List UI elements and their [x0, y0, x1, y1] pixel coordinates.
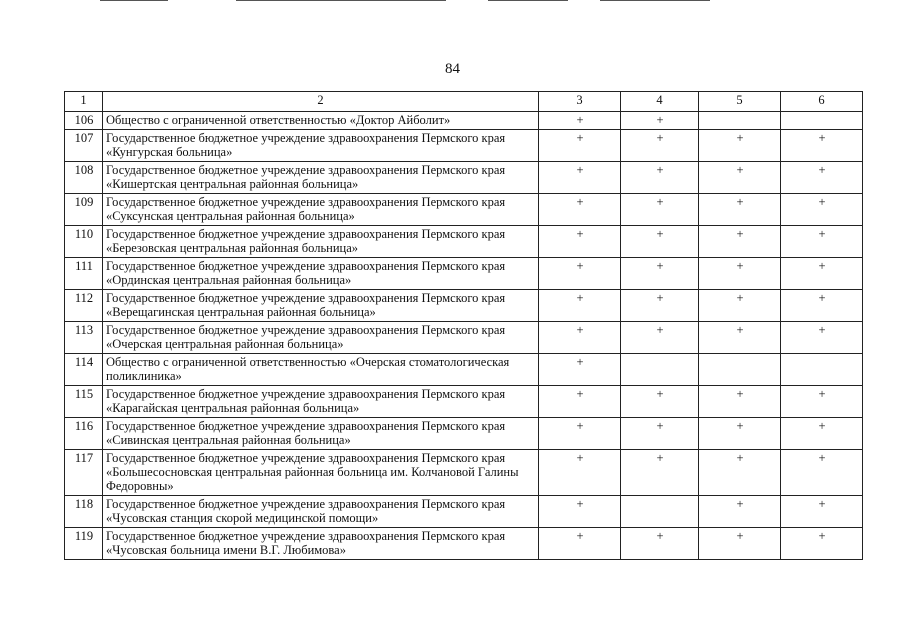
mark-cell-c6: + — [781, 496, 863, 528]
organization-name-line: Государственное бюджетное учреждение здравоохранения Пермского края — [106, 529, 506, 543]
organization-name-line: Государственное бюджетное учреждение здравоохранения Пермского края — [106, 227, 506, 241]
mark-cell-c6: + — [781, 322, 863, 354]
mark-cell-c6: + — [781, 418, 863, 450]
organization-name-line: Государственное бюджетное учреждение здравоохранения Пермского края — [106, 131, 506, 145]
mark-cell-c5 — [699, 354, 781, 386]
top-rule — [600, 0, 710, 1]
table-row — [65, 162, 863, 194]
organization-name-line: Государственное бюджетное учреждение здравоохранения Пермского края — [106, 195, 506, 209]
page-number: 84 — [445, 61, 460, 77]
mark-cell-c6: + — [781, 290, 863, 322]
row-number: 112 — [65, 290, 103, 322]
table-body — [65, 112, 863, 560]
organization-name-line: «Березовская центральная районная больница» — [106, 241, 359, 255]
table-row — [65, 418, 863, 450]
row-number: 118 — [65, 496, 103, 528]
organization-name-line: Государственное бюджетное учреждение здравоохранения Пермского края — [106, 291, 506, 305]
mark-cell-c5: + — [699, 528, 781, 560]
mark-cell-c3: + — [539, 322, 621, 354]
organization-name-line: «Карагайская центральная районная больница» — [106, 401, 360, 415]
mark-cell-c4: + — [621, 112, 699, 130]
mark-cell-c4 — [621, 496, 699, 528]
mark-cell-c4: + — [621, 322, 699, 354]
row-number: 106 — [65, 112, 103, 130]
organization-name-line: Государственное бюджетное учреждение здравоохранения Пермского края — [106, 451, 506, 465]
organization-name-line: «Ординская центральная районная больница» — [106, 273, 352, 287]
organization-name — [103, 290, 539, 322]
organization-name-line: Общество с ограниченной ответственностью «Доктор Айболит» — [106, 113, 451, 127]
mark-cell-c3: + — [539, 528, 621, 560]
mark-cell-c6 — [781, 354, 863, 386]
organization-name — [103, 528, 539, 560]
organization-name-line: Государственное бюджетное учреждение здравоохранения Пермского края — [106, 323, 506, 337]
top-rule — [100, 0, 168, 1]
mark-cell-c4: + — [621, 194, 699, 226]
organization-name-line: поликлиника» — [106, 369, 182, 383]
organization-name — [103, 226, 539, 258]
table-row — [65, 496, 863, 528]
table-row — [65, 450, 863, 496]
mark-cell-c5: + — [699, 194, 781, 226]
organization-name-line: «Сивинская центральная районная больница» — [106, 433, 351, 447]
mark-cell-c6: + — [781, 386, 863, 418]
mark-cell-c5: + — [699, 386, 781, 418]
mark-cell-c5 — [699, 112, 781, 130]
mark-cell-c5: + — [699, 226, 781, 258]
mark-cell-c6: + — [781, 130, 863, 162]
mark-cell-c5: + — [699, 130, 781, 162]
organization-name — [103, 162, 539, 194]
mark-cell-c5: + — [699, 290, 781, 322]
organization-name — [103, 450, 539, 496]
mark-cell-c5: + — [699, 322, 781, 354]
column-header: 4 — [621, 92, 699, 112]
mark-cell-c6 — [781, 112, 863, 130]
organization-name-line: «Кунгурская больница» — [106, 145, 233, 159]
mark-cell-c4: + — [621, 226, 699, 258]
organization-name-line: «Большесосновская центральная районная больница им. Колчановой Галины — [106, 465, 519, 479]
mark-cell-c4: + — [621, 450, 699, 496]
mark-cell-c6: + — [781, 258, 863, 290]
row-number: 117 — [65, 450, 103, 496]
row-number: 109 — [65, 194, 103, 226]
row-number: 115 — [65, 386, 103, 418]
column-header: 5 — [699, 92, 781, 112]
column-header: 3 — [539, 92, 621, 112]
mark-cell-c5: + — [699, 450, 781, 496]
top-rule — [488, 0, 568, 1]
organization-name-line: «Очерская центральная районная больница» — [106, 337, 344, 351]
mark-cell-c5: + — [699, 418, 781, 450]
organization-name-line: «Суксунская центральная районная больница» — [106, 209, 355, 223]
organization-name-line: Государственное бюджетное учреждение здравоохранения Пермского края — [106, 387, 506, 401]
organization-name-line: «Кишертская центральная районная больница» — [106, 177, 359, 191]
row-number: 111 — [65, 258, 103, 290]
row-number: 108 — [65, 162, 103, 194]
organization-name-line: Государственное бюджетное учреждение здравоохранения Пермского края — [106, 497, 506, 511]
organization-name — [103, 130, 539, 162]
organization-name — [103, 496, 539, 528]
mark-cell-c4: + — [621, 290, 699, 322]
organization-name — [103, 418, 539, 450]
row-number: 119 — [65, 528, 103, 560]
row-number: 107 — [65, 130, 103, 162]
mark-cell-c4 — [621, 354, 699, 386]
mark-cell-c6: + — [781, 528, 863, 560]
table-row — [65, 194, 863, 226]
organization-name-line: «Верещагинская центральная районная больница» — [106, 305, 376, 319]
organization-name — [103, 258, 539, 290]
mark-cell-c3: + — [539, 354, 621, 386]
top-rule — [236, 0, 446, 1]
organization-name-line: «Чусовская больница имени В.Г. Любимова» — [106, 543, 346, 557]
mark-cell-c3: + — [539, 226, 621, 258]
mark-cell-c4: + — [621, 258, 699, 290]
mark-cell-c3: + — [539, 450, 621, 496]
organization-name-line: Государственное бюджетное учреждение здравоохранения Пермского края — [106, 163, 506, 177]
table-row — [65, 386, 863, 418]
mark-cell-c6: + — [781, 450, 863, 496]
organization-name-line: Государственное бюджетное учреждение здравоохранения Пермского края — [106, 259, 506, 273]
mark-cell-c3: + — [539, 290, 621, 322]
table-row — [65, 258, 863, 290]
mark-cell-c3: + — [539, 194, 621, 226]
organization-name — [103, 194, 539, 226]
organization-table — [64, 91, 863, 560]
organization-name-line: Федоровны» — [106, 479, 174, 493]
column-header: 1 — [65, 92, 103, 112]
row-number: 113 — [65, 322, 103, 354]
row-number: 114 — [65, 354, 103, 386]
organization-name — [103, 112, 539, 130]
mark-cell-c4: + — [621, 162, 699, 194]
mark-cell-c5: + — [699, 496, 781, 528]
table-row — [65, 130, 863, 162]
organization-name — [103, 386, 539, 418]
column-header: 2 — [103, 92, 539, 112]
mark-cell-c3: + — [539, 258, 621, 290]
mark-cell-c4: + — [621, 130, 699, 162]
mark-cell-c4: + — [621, 386, 699, 418]
column-header: 6 — [781, 92, 863, 112]
organization-name — [103, 354, 539, 386]
mark-cell-c6: + — [781, 194, 863, 226]
organization-name — [103, 322, 539, 354]
mark-cell-c3: + — [539, 418, 621, 450]
organization-name-line: «Чусовская станция скорой медицинской помощи» — [106, 511, 379, 525]
mark-cell-c3: + — [539, 386, 621, 418]
mark-cell-c4: + — [621, 418, 699, 450]
mark-cell-c6: + — [781, 226, 863, 258]
organization-name-line: Государственное бюджетное учреждение здравоохранения Пермского края — [106, 419, 506, 433]
table-header-row — [65, 92, 863, 112]
mark-cell-c5: + — [699, 258, 781, 290]
mark-cell-c3: + — [539, 162, 621, 194]
table-row — [65, 528, 863, 560]
row-number: 116 — [65, 418, 103, 450]
organization-name-line: Общество с ограниченной ответственностью «Очерская стоматологическая — [106, 355, 510, 369]
table-row — [65, 354, 863, 386]
mark-cell-c4: + — [621, 528, 699, 560]
table-row — [65, 322, 863, 354]
mark-cell-c3: + — [539, 496, 621, 528]
table-row — [65, 112, 863, 130]
mark-cell-c5: + — [699, 162, 781, 194]
mark-cell-c3: + — [539, 112, 621, 130]
mark-cell-c6: + — [781, 162, 863, 194]
row-number: 110 — [65, 226, 103, 258]
table-row — [65, 226, 863, 258]
table-row — [65, 290, 863, 322]
mark-cell-c3: + — [539, 130, 621, 162]
